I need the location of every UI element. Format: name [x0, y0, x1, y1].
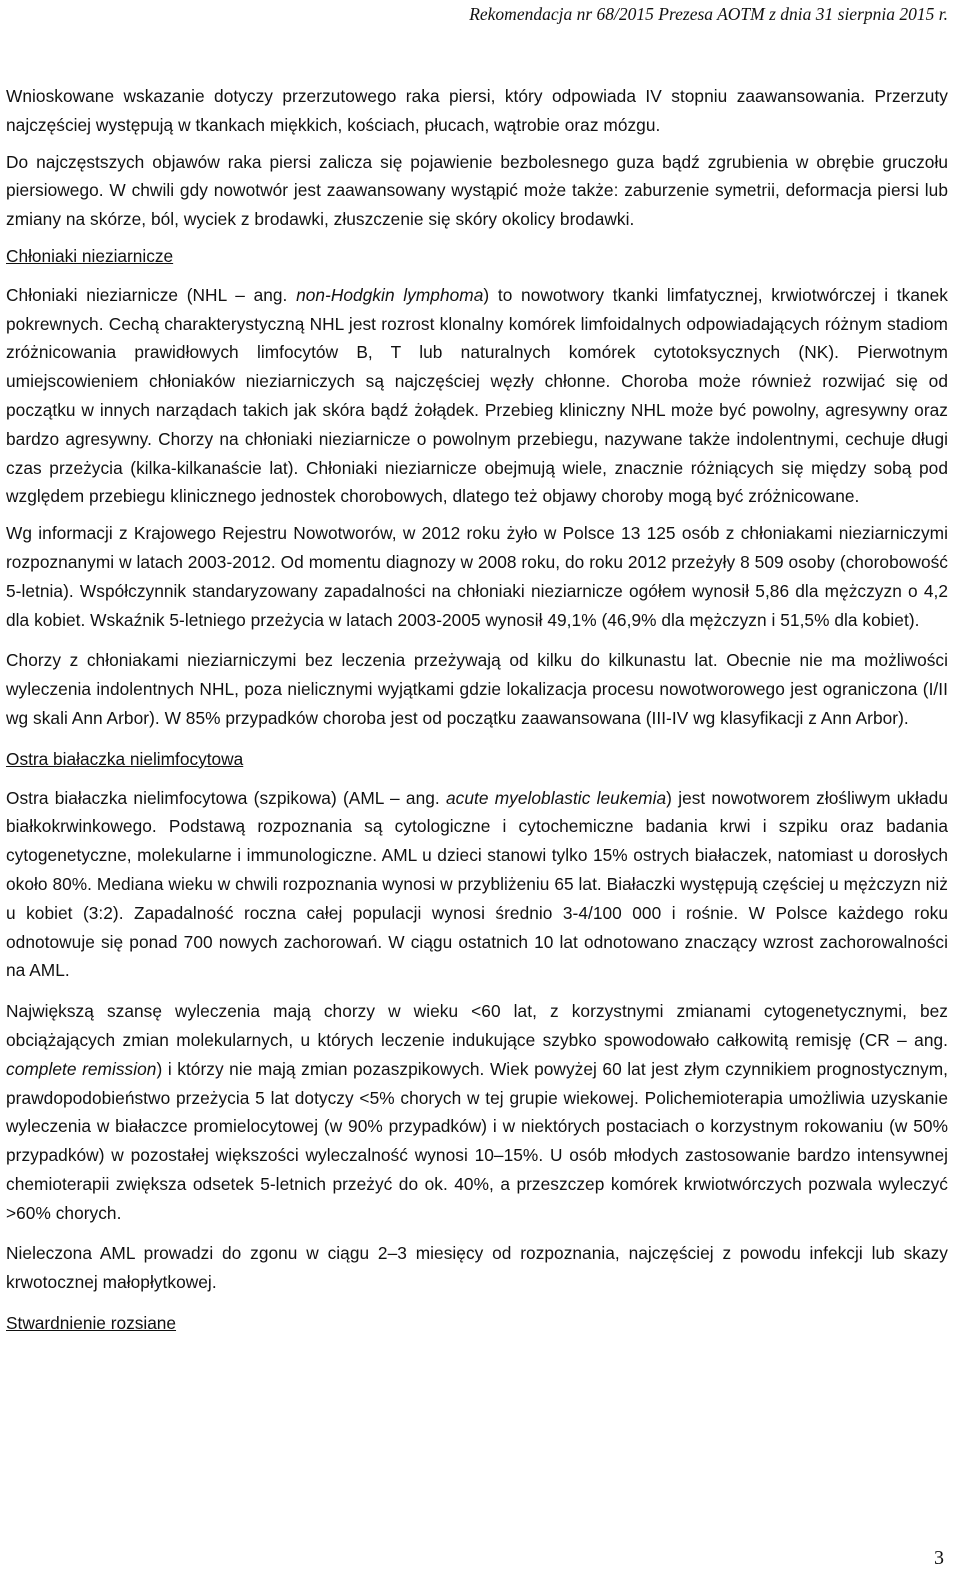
section-heading-aml: Ostra białaczka nielimfocytowa [6, 748, 244, 769]
aml-text-a: Ostra białaczka nielimfocytowa (szpikowa) (AML – ang. [6, 787, 446, 808]
aml-italic-term: acute myeloblastic leukemia [445, 787, 667, 808]
aml2-text-b: ) i którzy nie mają zmian pozaszpikowych. Wiek powyżej 60 lat jest złym czynnikiem prognostycznym, prawdopodobieństwo przeżycia 5 lat dotyczy <5% chorych w tej grupie wiekowej. Polichemioterapia umożliwia uzyskanie wyleczenia w białaczce promielocytowej (w 90% przypadków) i w niektórych postaciach o korzystnym rokowaniu (w 50% przypadków) w pozostałej większości wyleczalność wynosi 10–15%. U osób młodych zastosowanie bardzo intensywnej chemioterapii zwiększa odsetek 5-letnich przeżyć do ok. 40%, a przeszczep komórek krwiotwórczych pozwala wyleczyć >60% chorych. [6, 1058, 949, 1223]
aml2-italic-term: complete remission [6, 1058, 157, 1079]
page-number: 3 [934, 1547, 944, 1569]
section-heading-ms: Stwardnienie rozsiane [6, 1313, 177, 1334]
page-content [6, 82, 948, 1348]
nhl-italic-term: non-Hodgkin lymphoma [296, 284, 484, 305]
nhl-text-b: ) to nowotwory tkanki limfatycznej, krwiotwórczej i tkanek pokrewnych. Cechą charakterystyczną NHL jest rozrost klonalny komórek limfoidalnych odpowiadających różnym stadiom zróżnicowania prawidłowych limfocytów B, T lub naturalnych komórek cytotoksycznych (NK). Pierwotnym umiejscowieniem chłoniaków nieziarniczych są najczęściej węzły chłonne. Choroba może również rozwijać się od początku w innych narządach takich jak skóra bądź żołądek. Przebieg kliniczny NHL może być powolny, agresywny oraz bardzo agresywny. Chorzy na chłoniaki nieziarnicze o powolnym przebiegu, nazywane także indolentnymi, cechuje długi czas przeżycia (kilka-kilkanaście lat). Chłoniaki nieziarnicze obejmują wiele, znacznie różniących się między sobą pod względem przebiegu klinicznego jednostek chorobowych, dlatego też objawy choroby mogą być zróżnicowane. [6, 284, 948, 507]
aml2-text-a: Największą szansę wyleczenia mają chorzy w wieku <60 lat, z korzystnymi zmianami cytogenetycznymi, bez obciążających zmian molekularnych, u których leczenie indukujące szybko spowodowało całkowitą remisję (CR – ang. [6, 1001, 948, 1050]
paragraph-breast-cancer-symptoms: Do najczęstszych objawów raka piersi zalicza się pojawienie bezbolesnego guza bądź zgrubienia w obrębie gruczołu piersiowego. W chwili gdy nowotwór jest zaawansowany wystąpić może także: zaburzenie symetrii, deformacja piersi lub zmiany na skórze, ból, wyciek z brodawki, złuszczenie się skóry okolicy brodawki. [6, 151, 948, 230]
paragraph-aml-definition [6, 784, 948, 986]
paragraph-metastatic-breast-cancer: Wnioskowane wskazanie dotyczy przerzutowego raka piersi, który odpowiada IV stopniu zaawansowania. Przerzuty najczęściej występują w tkankach miękkich, kościach, płucach, wątrobie oraz mózgu. [6, 86, 948, 135]
page-header: Rekomendacja nr 68/2015 Prezesa AOTM z dnia 31 sierpnia 2015 r. [469, 4, 948, 24]
paragraph-nhl-epidemiology: Wg informacji z Krajowego Rejestru Nowotworów, w 2012 roku żyło w Polsce 13 125 osób z chłoniakami nieziarniczymi rozpoznanymi w latach 2003-2012. Od momentu diagnozy w 2008 roku, do roku 2012 przeżyły 8 509 osoby (chorobowość 5-letnia). Współczynnik standaryzowany zapadalności na chłoniaki nieziarnicze ogółem wynosił 5,86 dla mężczyzn o 4,2 dla kobiet. Wskaźnik 5-letniego przeżycia w latach 2003-2005 wynosił 49,1% (46,9% dla mężczyzn i 51,5% dla kobiet). [6, 523, 948, 630]
paragraph-aml-treatment [6, 997, 948, 1227]
section-heading-nhl: Chłoniaki nieziarnicze [6, 245, 174, 266]
paragraph-aml-untreated: Nieleczona AML prowadzi do zgonu w ciągu 2–3 miesięcy od rozpoznania, najczęściej z powodu infekcji lub skazy krwotocznej małopłytkowej. [6, 1243, 948, 1293]
paragraph-nhl-prognosis: Chorzy z chłoniakami nieziarniczymi bez leczenia przeżywają od kilku do kilkunastu lat. Obecnie nie ma możliwości wyleczenia indolentnych NHL, poza nielicznymi wyjątkami gdzie lokalizacja procesu nowotworowego jest ograniczona (I/II wg skali Ann Arbor). W 85% przypadków choroba jest od początku zaawansowana (III-IV wg klasyfikacji z Ann Arbor). [6, 650, 948, 728]
paragraph-nhl-definition [6, 281, 948, 511]
nhl-text-a: Chłoniaki nieziarnicze (NHL – ang. [6, 284, 297, 305]
aml-text-b: ) jest nowotworem złośliwym układu białkokrwinkowego. Podstawą rozpoznania są cytologiczne i cytochemiczne badania krwi i szpiku oraz badania cytogenetyczne, molekularne i immunologiczne. AML u dzieci stanowi tylko 15% ostrych białaczek, natomiast u dorosłych około 80%. Mediana wieku w chwili rozpoznania wynosi w przybliżeniu 65 lat. Białaczki występują częściej u mężczyzn niż u kobiet (3:2). Zapadalność roczna całej populacji wynosi średnio 3-4/100 000 i rośnie. W Polsce każdego roku odnotowuje się ponad 700 nowych zachorowań. W ciągu ostatnich 10 lat odnotowano znaczący wzrost zachorowalności na AML. [6, 787, 948, 981]
